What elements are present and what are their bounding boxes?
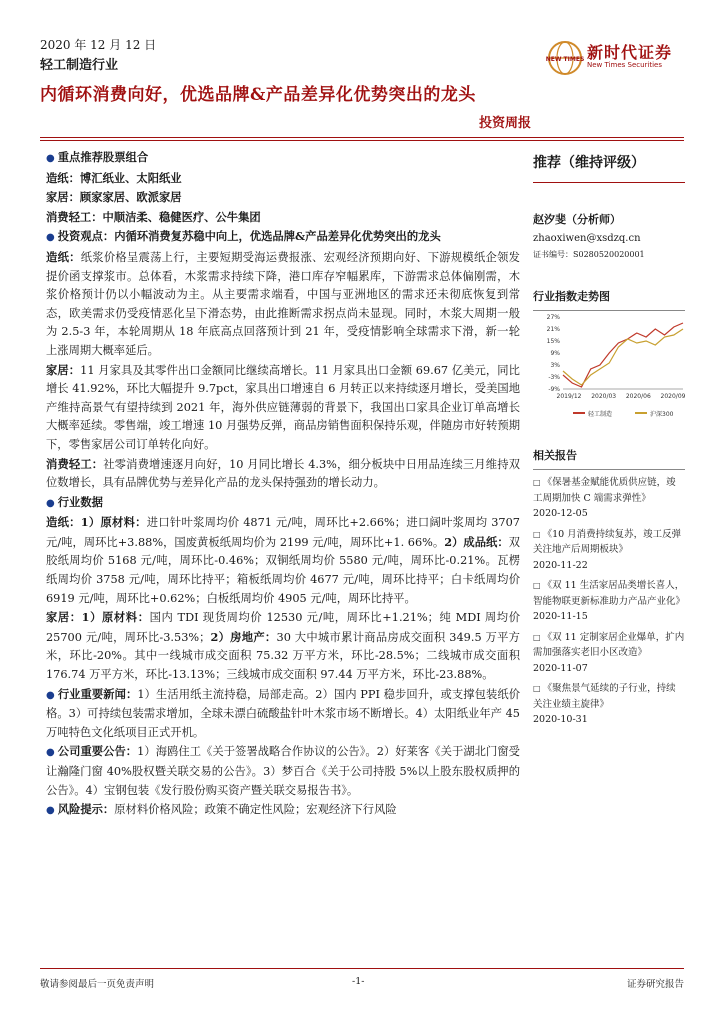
- analyst-name: 赵汐斐（分析师）: [533, 213, 621, 226]
- report-type: 投资周报: [478, 116, 531, 131]
- section-view-heading: ● 投资观点：内循环消费复苏稳中向上，优选品牌&产品差异化优势突出的龙头: [46, 229, 441, 244]
- related-reports-title: 相关报告: [533, 449, 577, 462]
- index-trend-chart: [533, 311, 685, 429]
- section-data-heading: ● 行业数据: [46, 494, 103, 509]
- news-paragraph: ● 行业重要新闻：1）生活用纸主流持稳，局部走高。2）国内 PPI 稳步回升，或支撑包装纸价格。3）可持续包装需求增加，全球未漂白硫酸盐针叶木浆市场不断增长。4）太阳纸业年产 45 万吨特色文化纸项目正式开机。: [46, 686, 520, 739]
- series-line: [563, 329, 683, 385]
- sidebar: [533, 148, 685, 728]
- rating: 推荐（维持评级）: [533, 155, 645, 171]
- main-content: [46, 148, 520, 821]
- paper-paragraph: 造纸：纸浆价格呈震荡上行，主要短期受海运费报涨、宏观经济预期向好、下游规模纸企领发提价函支撑浆市。总体看，木浆需求持续下降，港口库存窄幅累库，下游需求总体偏刚需，木浆价格预计仍以小幅波动为主。从主要需求端看，中国与亚洲地区的需求还未彻底恢复到常态，欧美需求仍受疫情恶化呈下滑态势，由此推断需求拐点尚未显现。同时，木浆大周期一般为 2.5-3 年，本轮周期从 18 年底高点回落预计到 21 年，受疫情影响全球需求下滑，新一轮上涨周期大概率延后。: [46, 249, 520, 357]
- related-report-item[interactable]: □ 《保暑基金赋能优质供应链，竣工周期加快 C 端需求弹性》 2020-12-05: [533, 477, 676, 519]
- y-tick-label: 15%: [546, 338, 560, 345]
- report-icon: □: [533, 529, 541, 539]
- bullet-icon: ●: [46, 153, 55, 164]
- report-icon: □: [533, 632, 541, 642]
- page-number: -1-: [352, 976, 365, 987]
- report-icon: □: [533, 478, 541, 487]
- y-tick-label: 9%: [550, 350, 560, 357]
- x-tick-label: 2020/09: [660, 393, 685, 400]
- page-title: 内循环消费向好，优选品牌&产品差异化优势突出的龙头: [40, 85, 476, 105]
- bullet-icon: ●: [46, 689, 55, 701]
- y-tick-label: -9%: [548, 386, 560, 393]
- risk-paragraph: ● 风险提示：原材料价格风险；政策不确定性风险；宏观经济下行风险: [46, 802, 397, 817]
- related-report-item[interactable]: □ 《双 11 定制家居企业爆单，扩内需加强落实老旧小区改造》 2020-11-07: [533, 631, 685, 674]
- logo-globe-icon: [545, 38, 585, 78]
- footer-label: 证券研究报告: [626, 979, 684, 990]
- analyst-cert: 证书编号：S0280520020001: [533, 250, 645, 259]
- logo-name-en: New Times Securities: [587, 61, 662, 69]
- stock-row: 消费轻工：中顺洁柔、稳健医疗、公牛集团: [46, 209, 261, 224]
- report-icon: □: [533, 684, 541, 693]
- analyst-email[interactable]: zhaoxiwen@xsdzq.cn: [533, 233, 641, 244]
- section-stocks-heading: ● 重点推荐股票组合: [46, 150, 149, 164]
- home-data-paragraph: 家居：1）原材料：国内 TDI 现货周均价 12530 元/吨，周环比+1.21%；纯 MDI 周均价 25700 元/吨，周环比-3.53%；2）房地产：30 大中城市累计商品房成交面积 349.5 万平方米，环比-20%。其中一线城市成交面积 75.32 万平方米，环比-28.5%；二线城市成交面积 176.74 万平方米，环比-13.13%；三线城市成交面积 97.44 万平方米，环比-23.88%。: [46, 610, 520, 682]
- paper-data-paragraph: 造纸：1）原材料：进口针叶浆周均价 4871 元/吨，周环比+2.66%；进口阔叶浆周均 3707 元/吨，周环比+3.88%，国废黄板纸周均价为 2199 元/吨，周环比+1. 66%。2）成品纸：双胶纸周均价 5168 元/吨，周环比-0.46%；双铜纸周均价 5580 元/吨，周环比-0.21%。瓦楞纸周均价 3758 元/吨，周环比持平；箱板纸周均价 4677 元/吨，周环比持平；白卡纸周均价 6919 元/吨，周环比+0.62%；白板纸周均价 4905 元/吨，周环比持平。: [46, 515, 520, 605]
- logo-badge: NEW TIMES: [545, 56, 585, 63]
- y-tick-label: 21%: [546, 326, 560, 333]
- footer-disclaimer[interactable]: 敬请参阅最后一页免责声明: [40, 979, 155, 990]
- stock-row: 造纸：博汇纸业、太阳纸业: [46, 170, 182, 185]
- rating-divider: [533, 182, 685, 183]
- bullet-icon: ●: [46, 497, 55, 509]
- bullet-icon: ●: [46, 805, 55, 817]
- header-divider: [40, 137, 684, 138]
- related-divider: [533, 469, 685, 470]
- legend-label: 沪深300: [650, 411, 674, 418]
- x-tick-label: 2020/03: [591, 393, 617, 400]
- report-date: 2020 年 12 月 12 日: [40, 38, 157, 52]
- logo-name-cn: 新时代证券: [587, 43, 673, 62]
- home-paragraph: 家居：11 月家具及其零件出口金额同比继续高增长。11 月家具出口金额 69.67 亿美元，同比增长 41.92%，环比大幅提升 9.7pct，家具出口增速自 6 月转正以来持续逐月增长，受美国地产维持高景气有望持续到 2021 年，海外供应链薄弱的背景下，我国出口家具企业订单高增长大概率延续。零售端，竣工增速 10 月强势反弹，商品房销售面积保持乐观，伴随房市好转预期下，零售家居公司订单转化向好。: [46, 362, 520, 451]
- y-tick-label: 27%: [546, 314, 560, 321]
- report-icon: □: [533, 581, 541, 590]
- series-line: [563, 323, 683, 387]
- stock-row: 家居：顾家家居、欧派家居: [46, 190, 182, 205]
- chart-title: 行业指数走势图: [533, 290, 610, 303]
- bullet-icon: ●: [46, 747, 55, 759]
- bullet-icon: ●: [46, 232, 55, 244]
- related-report-item[interactable]: □ 《聚焦景气延续的子行业，持续关注业绩主旋律》 2020-10-31: [533, 683, 676, 725]
- footer-divider: [40, 968, 684, 969]
- x-tick-label: 2020/06: [625, 393, 651, 400]
- y-tick-label: -3%: [548, 374, 560, 381]
- notice-paragraph: ● 公司重要公告：1）海鸥住工《关于签署战略合作协议的公告》。2）好莱客《关于湖北门窗受让瀚隆门窗 40%股权暨关联交易的公告》。3）梦百合《关于公司持股 5%以上股东股权质押的公告》。4）宝钢包装《发行股份购买资产暨关联交易报告书》。: [46, 744, 520, 797]
- legend-label: 轻工制造: [588, 411, 613, 418]
- y-tick-label: 3%: [550, 362, 560, 369]
- company-logo: [545, 38, 695, 78]
- header-divider-2: [40, 140, 684, 141]
- industry-name: 轻工制造行业: [40, 58, 119, 73]
- related-report-item[interactable]: □ 《10 月消费持续复苏，竣工反弹关注地产后周期板块》 2020-11-22: [533, 528, 682, 571]
- consumer-paragraph: 消费轻工：社零消费增速逐月向好，10 月同比增长 4.3%，细分板块中日用品连续三月维持双位数增长，具有品牌优势与差异化产品的龙头保持强劲的增长动力。: [46, 456, 520, 490]
- related-report-item[interactable]: □ 《双 11 生活家居品类增长喜人，智能物联更新标准助力产品产业化》 2020-11-15: [533, 580, 686, 622]
- x-tick-label: 2019/12: [556, 393, 582, 400]
